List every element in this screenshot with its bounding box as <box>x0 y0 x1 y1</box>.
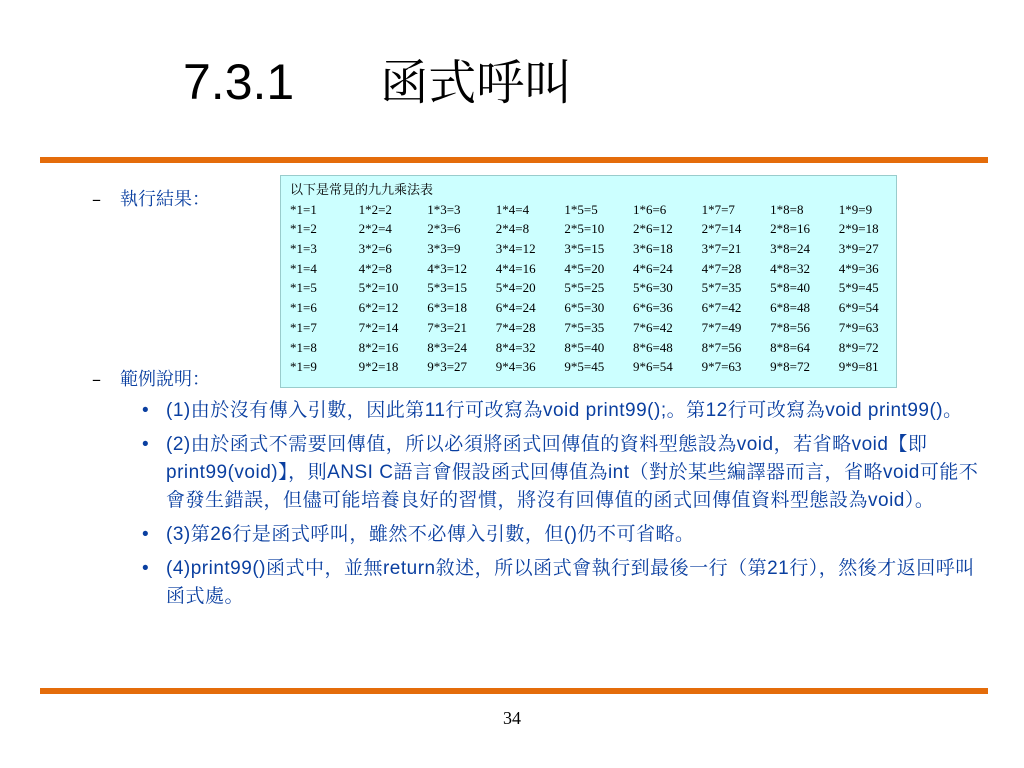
table-cell: 8*9=72 <box>838 339 879 355</box>
table-cell: 4*9=36 <box>838 260 879 276</box>
table-row <box>290 357 896 377</box>
table-cell: 9*6=54 <box>632 359 673 375</box>
table-cell: 2*5=10 <box>564 221 605 237</box>
table-cell: 2*9=18 <box>838 221 879 237</box>
explanation-label-text: 範例說明： <box>120 369 210 390</box>
table-cell: 4*5=20 <box>564 260 605 276</box>
explanation-text: (1)由於沒有傳入引數，因此第11行可改寫為void print99();。第12行可改寫為void print99()。 <box>166 400 963 421</box>
slide-title <box>183 52 572 113</box>
table-cell: 1*3=3 <box>427 201 461 217</box>
output-label-text: 執行結果： <box>120 189 210 210</box>
table-cell: 5*9=45 <box>838 280 879 296</box>
table-cell: 8*7=56 <box>701 339 742 355</box>
bullet-icon: • <box>142 558 150 579</box>
table-cell: 8*4=32 <box>495 339 536 355</box>
section-title: 函式呼叫 <box>380 55 573 111</box>
table-row <box>290 338 896 358</box>
table-cell: 7*4=28 <box>495 319 536 335</box>
table-cell: *1=6 <box>290 300 317 316</box>
page-number: 34 <box>503 708 521 728</box>
table-cell: 7*5=35 <box>564 319 605 335</box>
table-cell: 7*7=49 <box>701 319 742 335</box>
bottom-divider <box>40 688 988 694</box>
table-cell: 9*9=81 <box>838 359 879 375</box>
table-cell: 2*4=8 <box>495 221 530 237</box>
table-cell: 7*9=63 <box>838 319 879 335</box>
table-cell: 9*5=45 <box>564 359 605 375</box>
table-cell: 1*8=8 <box>770 201 804 217</box>
explanation-list <box>142 397 992 617</box>
table-cell: 9*3=27 <box>427 359 468 375</box>
top-divider <box>40 157 988 163</box>
table-cell: 3*6=18 <box>632 241 673 257</box>
table-cell: 5*8=40 <box>770 280 810 296</box>
table-cell: 5*6=30 <box>632 280 673 296</box>
table-cell: 8*2=16 <box>358 339 399 355</box>
table-cell: 5*5=25 <box>564 280 605 296</box>
table-cell: 8*3=24 <box>427 339 468 355</box>
table-row <box>290 219 896 239</box>
table-cell: 1*6=6 <box>632 201 667 217</box>
table-cell: *1=7 <box>290 319 317 335</box>
table-cell: 8*8=64 <box>770 339 810 355</box>
table-cell: 4*4=16 <box>495 260 536 276</box>
table-cell: 5*3=15 <box>427 280 468 296</box>
table-cell: 1*2=2 <box>358 201 392 217</box>
section-explanation-label <box>92 365 210 391</box>
table-cell: 2*7=14 <box>701 221 742 237</box>
table-cell: *1=4 <box>290 260 317 276</box>
table-cell: 6*6=36 <box>632 300 673 316</box>
table-cell: 7*2=14 <box>358 319 399 335</box>
table-cell: 2*2=4 <box>358 221 392 237</box>
table-cell: *1=9 <box>290 359 317 375</box>
explanation-text: (4)print99()函式中，並無return敘述，所以函式會執行到最後一行（第21行），然後才返回呼叫函式處。 <box>166 558 975 607</box>
table-cell: 4*6=24 <box>632 260 673 276</box>
table-cell: 3*5=15 <box>564 241 605 257</box>
bullet-icon: • <box>142 400 150 421</box>
dash-marker: – <box>92 369 101 390</box>
table-cell: 8*5=40 <box>564 339 605 355</box>
table-cell: 6*4=24 <box>495 300 536 316</box>
table-cell: 2*3=6 <box>427 221 461 237</box>
multiplication-table <box>290 200 896 377</box>
section-number: 7.3.1 <box>183 54 295 110</box>
table-cell: 1*5=5 <box>564 201 598 217</box>
table-cell: 1*7=7 <box>701 201 735 217</box>
table-cell: 7*6=42 <box>632 319 673 335</box>
table-cell: 6*7=42 <box>701 300 742 316</box>
table-cell: 7*8=56 <box>770 319 810 335</box>
table-cell: 8*6=48 <box>632 339 673 355</box>
table-cell: 9*4=36 <box>495 359 536 375</box>
table-cell: 9*2=18 <box>358 359 399 375</box>
table-cell: 7*3=21 <box>427 319 468 335</box>
table-cell: *1=5 <box>290 280 317 296</box>
table-row <box>290 239 896 259</box>
table-cell: *1=1 <box>290 201 317 217</box>
table-cell: 6*8=48 <box>770 300 810 316</box>
table-cell: 3*7=21 <box>701 241 742 257</box>
table-cell: 3*4=12 <box>495 241 536 257</box>
table-cell: *1=2 <box>290 221 317 237</box>
table-row <box>290 318 896 338</box>
table-cell: 3*3=9 <box>427 241 461 257</box>
dash-marker: – <box>92 189 101 210</box>
table-cell: 6*3=18 <box>427 300 468 316</box>
explanation-text: (2)由於函式不需要回傳值，所以必須將函式回傳值的資料型態設為void，若省略void【即print99(void)】，則ANSI C語言會假設函式回傳值為int（對於某些編譯器而言，省略void可能不會發生錯誤，但儘可能培養良好的習慣，將沒有回傳值的函式回傳值資料型態設為void）。 <box>166 434 979 511</box>
output-heading: 以下是常見的九九乘法表 <box>290 182 434 197</box>
table-row <box>290 200 896 220</box>
table-row <box>290 278 896 298</box>
table-cell: 3*8=24 <box>770 241 810 257</box>
program-output-box <box>280 175 897 388</box>
explanation-item <box>142 521 992 549</box>
bullet-icon: • <box>142 524 150 545</box>
table-cell: 3*2=6 <box>358 241 392 257</box>
table-cell: 1*9=9 <box>838 201 873 217</box>
explanation-text: (3)第26行是函式呼叫，雖然不必傳入引數，但()仍不可省略。 <box>166 524 695 545</box>
explanation-item <box>142 397 992 425</box>
explanation-item <box>142 555 992 611</box>
table-cell: 2*8=16 <box>770 221 810 237</box>
table-cell: 6*2=12 <box>358 300 399 316</box>
table-row <box>290 298 896 318</box>
table-cell: 9*7=63 <box>701 359 742 375</box>
table-cell: 6*9=54 <box>838 300 879 316</box>
table-cell: 5*7=35 <box>701 280 742 296</box>
table-cell: 1*4=4 <box>495 201 530 217</box>
table-cell: 3*9=27 <box>838 241 879 257</box>
explanation-item <box>142 431 992 515</box>
table-cell: 4*2=8 <box>358 260 392 276</box>
table-cell: 4*7=28 <box>701 260 742 276</box>
table-cell: *1=3 <box>290 241 317 257</box>
table-cell: 4*3=12 <box>427 260 468 276</box>
table-cell: 5*4=20 <box>495 280 536 296</box>
section-output-label <box>92 185 210 211</box>
table-cell: *1=8 <box>290 339 317 355</box>
table-cell: 6*5=30 <box>564 300 605 316</box>
table-cell: 9*8=72 <box>770 359 810 375</box>
table-row <box>290 259 896 279</box>
table-cell: 4*8=32 <box>770 260 810 276</box>
table-cell: 2*6=12 <box>632 221 673 237</box>
bullet-icon: • <box>142 434 150 455</box>
table-cell: 5*2=10 <box>358 280 399 296</box>
